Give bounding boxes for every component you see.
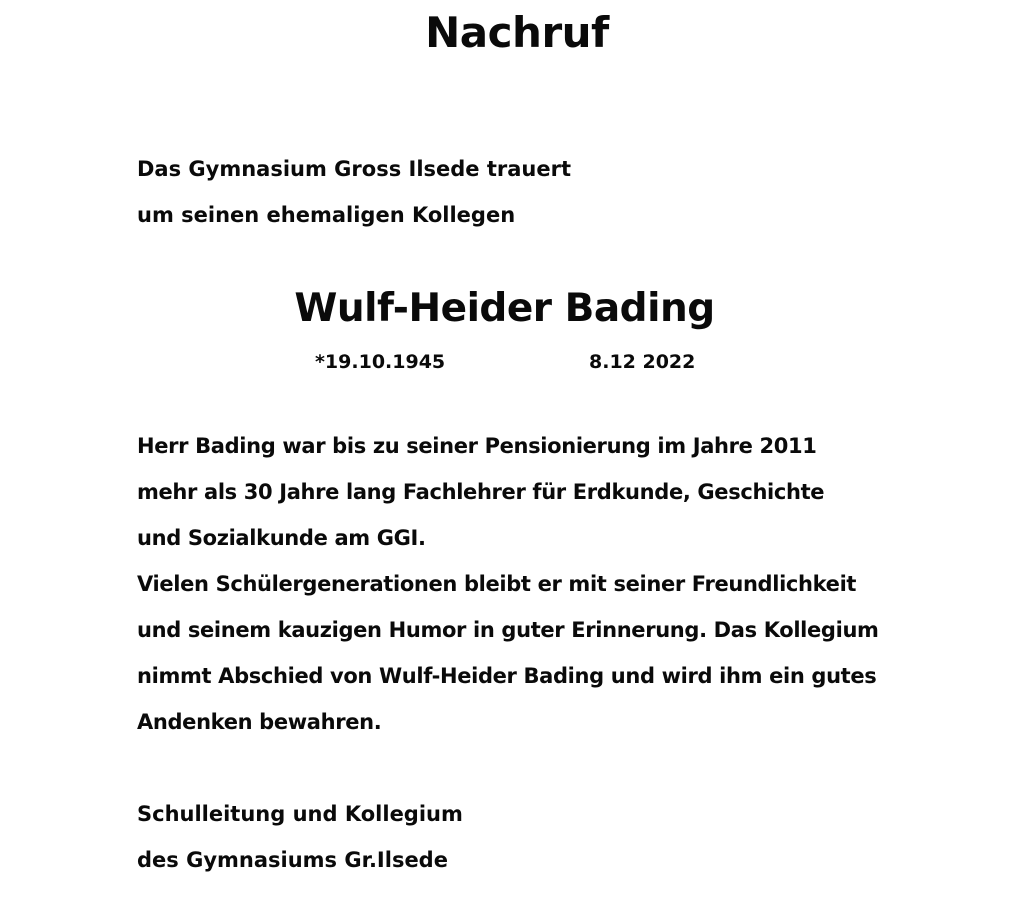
body-line: Vielen Schülergenerationen bleibt er mit seiner Freundlichkeit [137,572,857,596]
death-date: 8.12 2022 [589,351,696,373]
body-line: nimmt Abschied von Wulf-Heider Bading und wird ihm ein gutes [137,664,877,688]
signature [137,791,463,883]
intro-line: Das Gymnasium Gross Ilsede trauert [137,157,572,181]
page-title: Nachruf [425,8,609,57]
intro-line: um seinen ehemaligen Kollegen [137,203,516,227]
body-line: und seinem kauzigen Humor in guter Erinnerung. Das Kollegium [137,618,879,642]
body-line: Andenken bewahren. [137,710,382,734]
obituary-body [137,423,879,745]
signature-line: des Gymnasiums Gr.Ilsede [137,848,448,872]
deceased-name: Wulf-Heider Bading [294,286,715,331]
intro-text [137,146,571,238]
birth-date: *19.10.1945 [315,351,446,373]
body-line: Herr Bading war bis zu seiner Pensionierung im Jahre 2011 [137,434,817,458]
body-line: und Sozialkunde am GGI. [137,526,426,550]
life-dates [0,348,1024,376]
body-line: mehr als 30 Jahre lang Fachlehrer für Erdkunde, Geschichte [137,480,825,504]
signature-line: Schulleitung und Kollegium [137,802,463,826]
